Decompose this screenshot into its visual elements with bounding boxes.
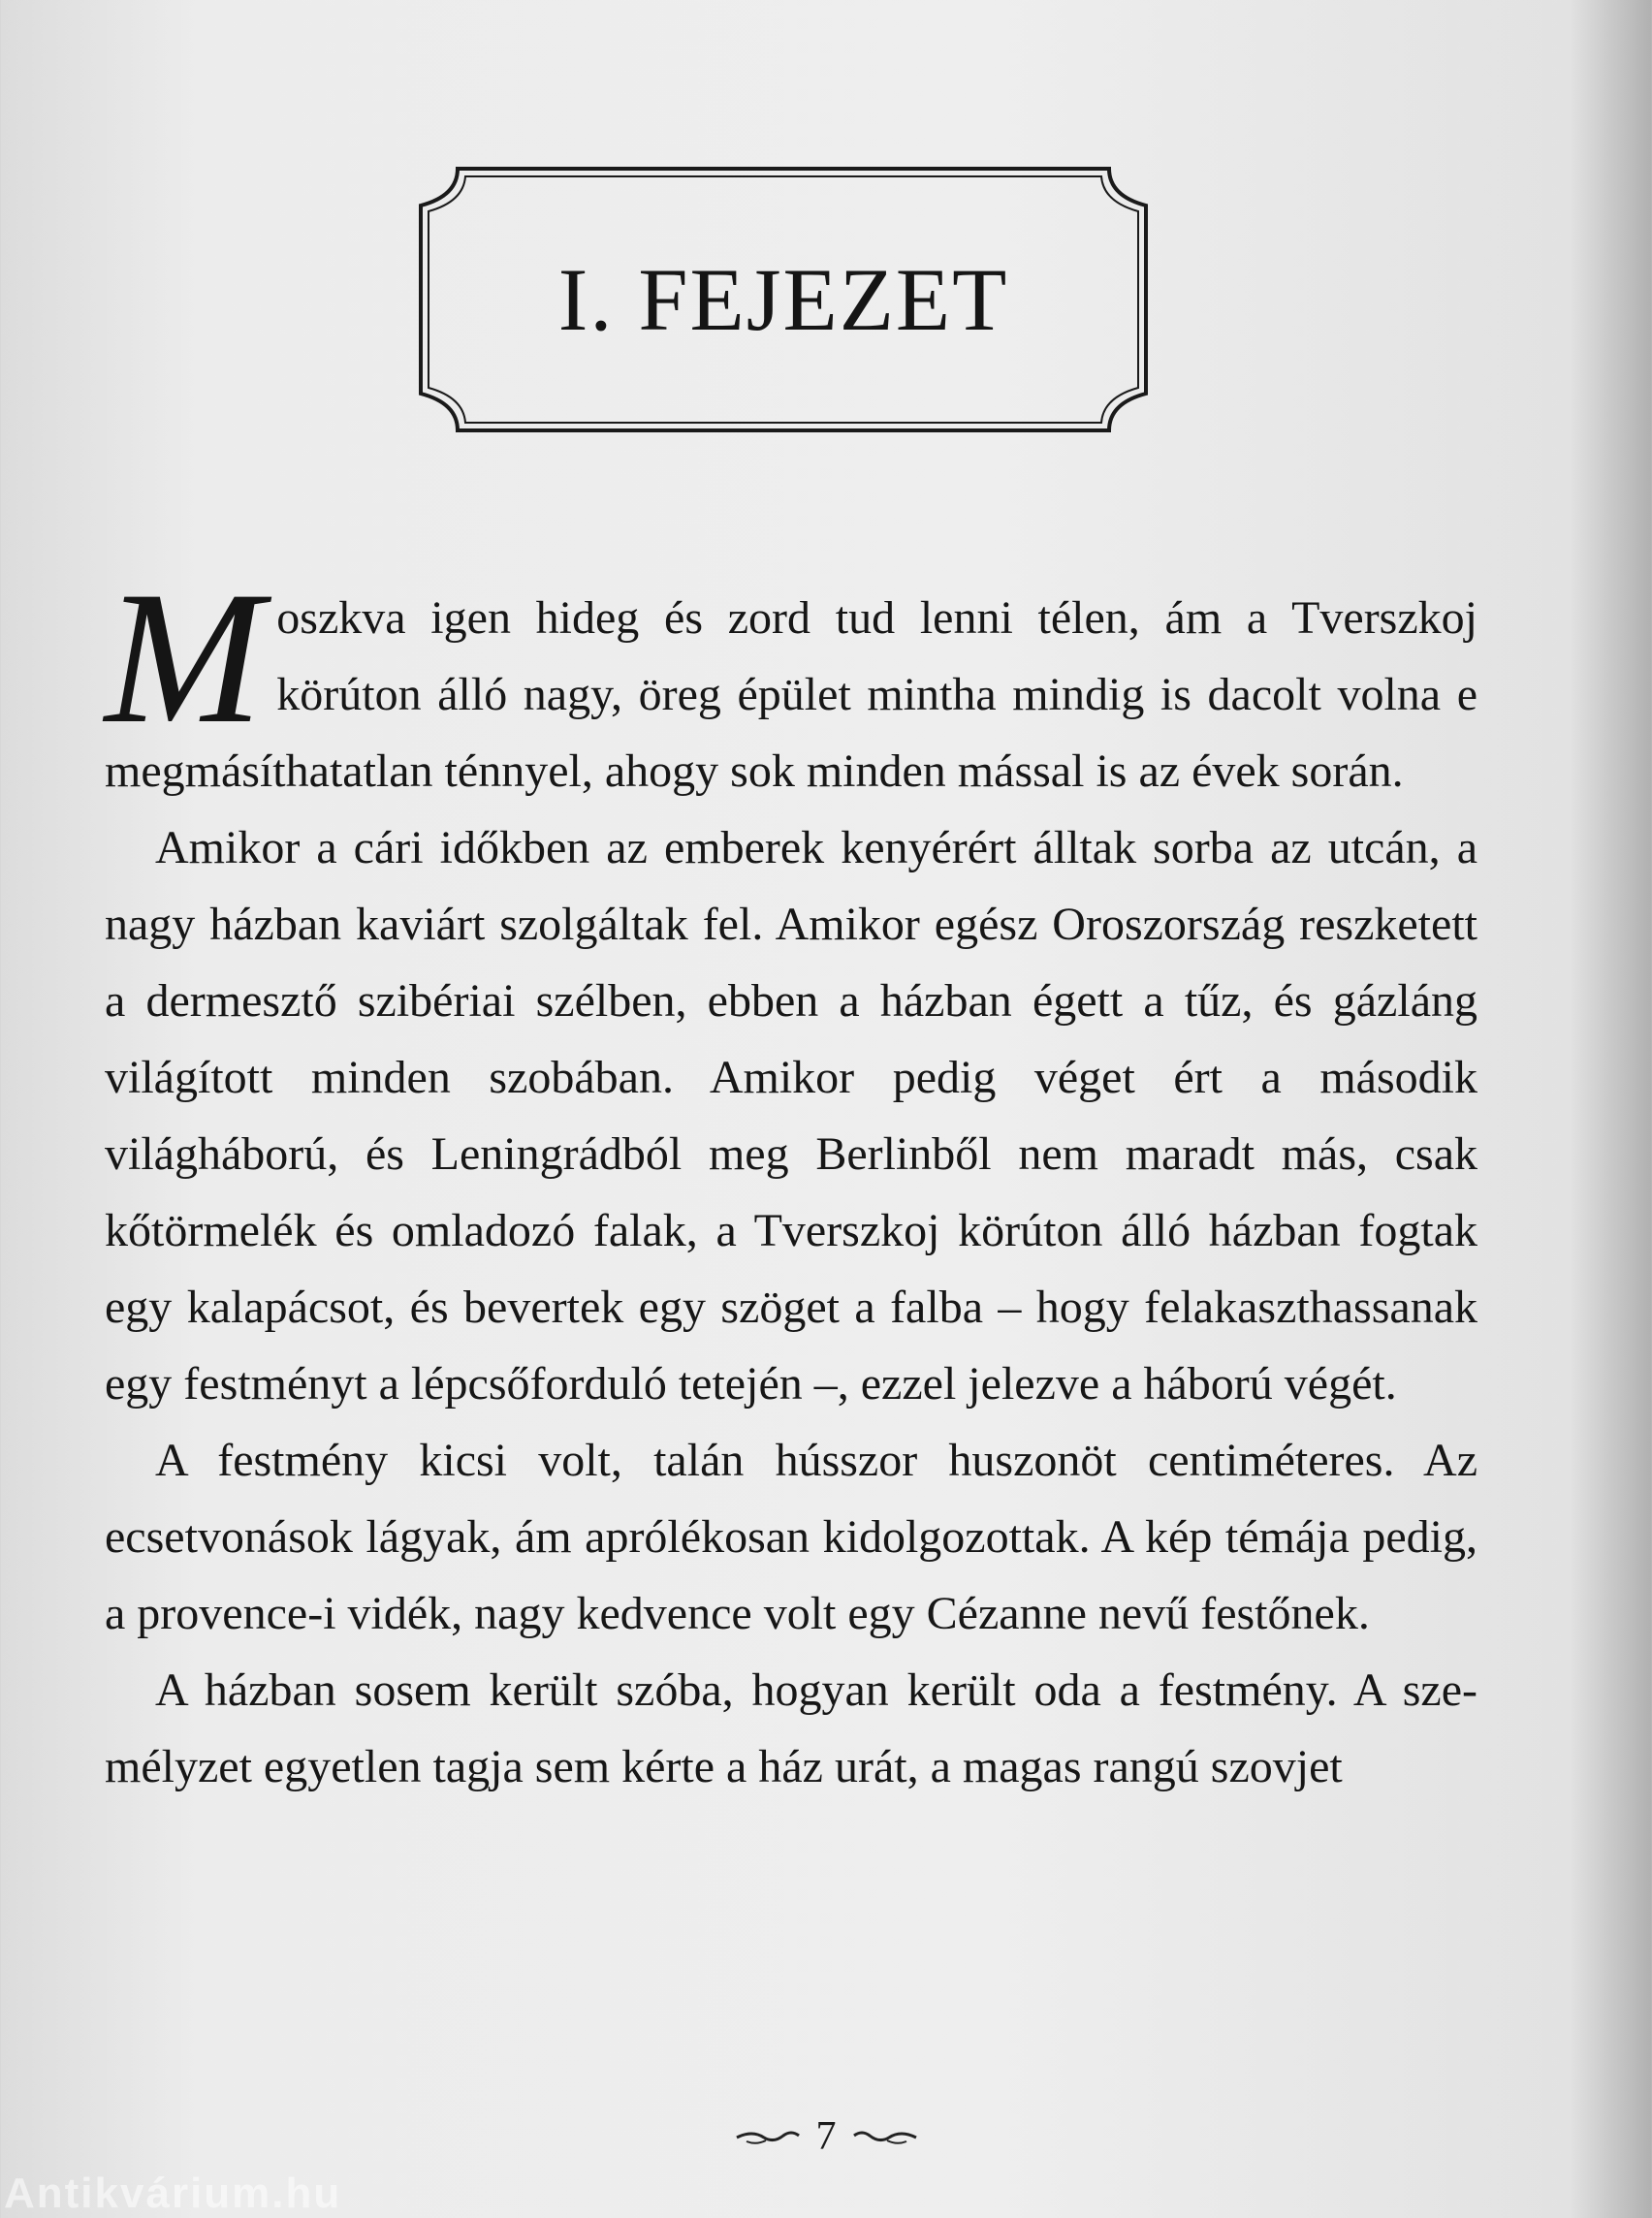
paragraph-text: oszkva igen hideg és zord tud lenni télen, ám a Tverszkoj körúton álló nagy, öreg épület mintha mindig is dacolt volna e megmásíthatatlan ténnyel, ahogy sok minden mással is az évek során. (105, 592, 1477, 797)
paragraph-3: A festmény kicsi volt, talán hússzor huszonöt centiméteres. Az ecsetvonások lágyak, ám aprólékosan kidolgozottak. A kép témája pedig, a provence-i vidék, nagy kedvence volt egy Cézanne nevű festőnek. (105, 1435, 1477, 1639)
drop-cap: M (105, 553, 264, 763)
paragraph-2: Amikor a cári időkben az emberek kenyérért álltak sorba az utcán, a nagy házban kaviárt szolgáltak fel. Amikor egész Oroszország reszketett a dermesztő szibériai szélben, ebben a házban égett a tűz, és gázláng világított minden szobában. Amikor pedig véget ért a második világháború, és Leningrádból meg Berlinből nem maradt más, csak kőtörmelék és omladozó falak, a Tverszkoj körúton álló házban fogtak egy kalapácsot, és bevertek egy szöget a falba – hogy felakaszthassanak egy festményt a lépcsőforduló tetején –, ezzel jelezve a háború végét. (105, 822, 1477, 1410)
page-footer (0, 2113, 1652, 2160)
right-flourish-icon (850, 2126, 918, 2147)
chapter-title-frame (419, 167, 1148, 432)
body-text (105, 553, 1477, 1805)
left-flourish-icon (735, 2126, 803, 2147)
chapter-title: I. FEJEZET (557, 250, 1009, 349)
paragraph-4: A házban sosem került szóba, hogyan került oda a festmény. A személyzet egyetlen tagja sem kérte a ház urát, a magas rangú szovjet (105, 1664, 1477, 1792)
paragraph-1 (105, 553, 1477, 809)
page-number: 7 (815, 2114, 837, 2159)
watermark: Antikvárium.hu (4, 2170, 342, 2217)
